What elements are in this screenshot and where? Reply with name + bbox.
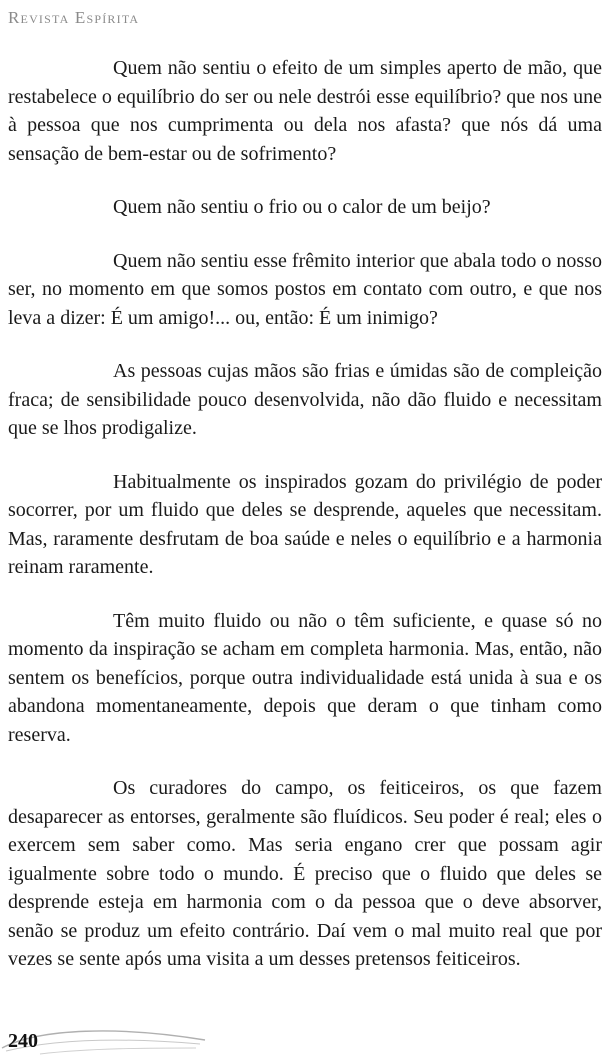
paragraph-4: As pessoas cujas mãos são frias e úmidas são de compleição fraca; de sensibilidade pouco desenvolvida, não dão fluido e necessitam que se lhos prodigalize. (8, 360, 602, 439)
paragraph-3: Quem não sentiu esse frêmito interior que abala todo o nosso ser, no momento em que somos postos em contato com outro, e que nos leva a dizer: É um amigo!... ou, então: É um inimigo? (8, 249, 602, 329)
paragraph-1: Quem não sentiu o efeito de um simples aperto de mão, que restabelece o equilíbrio do ser ou nele destrói esse equilíbrio? que nos une à pessoa que nos cumprimenta ou dela nos afasta? que nós dá uma sensação de bem-estar ou de sofrimento? (8, 57, 602, 165)
page-body (8, 54, 602, 999)
paragraph-6: Têm muito fluido ou não o têm suficiente, e quase só no momento da inspiração se acham em completa harmonia. Mas, então, não sentem os benefícios, porque outra individualidade está unida à sua e os abandona momentaneamente, depois que deram o que tinham como reserva. (8, 609, 602, 746)
paragraph-5: Habitualmente os inspirados gozam do privilégio de poder socorrer, por um fluido que deles se desprende, aqueles que necessitam. Mas, raramente desfrutam de boa saúde e neles o equilíbrio e a harmonia reinam raramente. (8, 470, 602, 578)
page-footer (0, 1018, 611, 1055)
paragraph-7: Os curadores do campo, os feiticeiros, os que fazem desaparecer as entorses, geralmente são fluídicos. Seu poder é real; eles o exercem sem saber como. Mas seria engano crer que possam agir igualmente sobre todo o mundo. É preciso que o fluido que deles se desprende esteja em harmonia com o da pessoa que o deve absorver, senão se produz um efeito contrário. Daí vem o mal muito real que por vezes se sente após uma visita a um desses pretensos feiticeiros. (8, 777, 602, 970)
page-number: 240 (8, 1030, 38, 1052)
paragraph-2: Quem não sentiu o frio ou o calor de um beijo? (113, 196, 491, 218)
running-title: Revista Espírita (8, 8, 140, 27)
